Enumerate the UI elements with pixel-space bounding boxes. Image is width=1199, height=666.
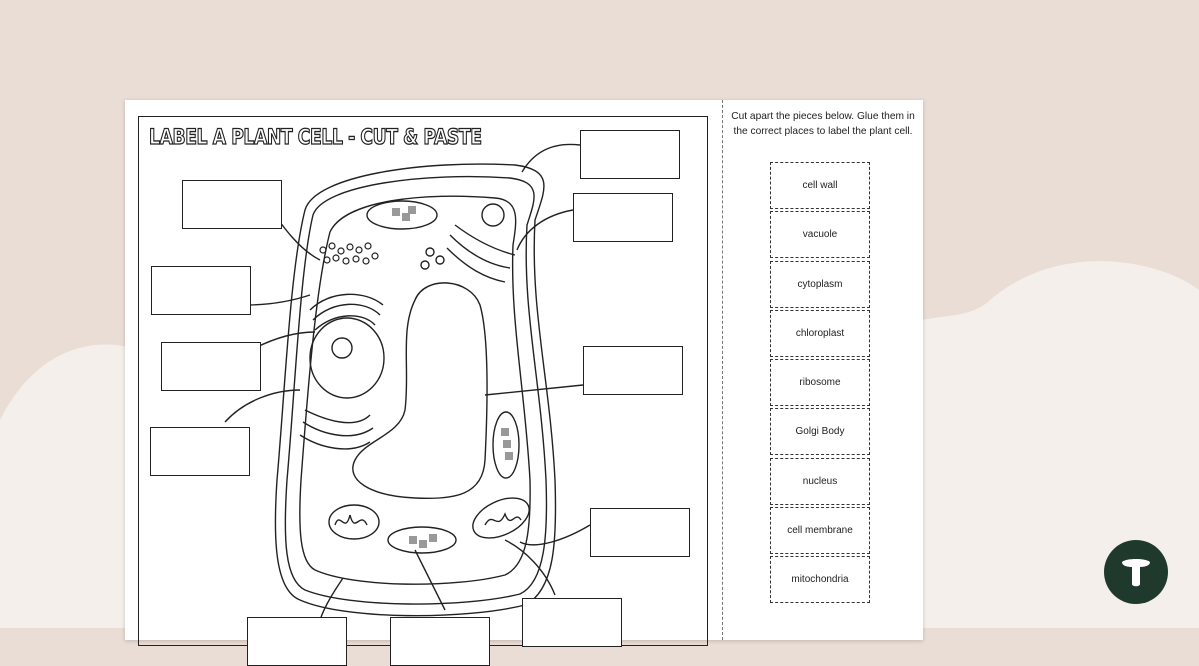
- cut-out-pieces: [770, 162, 870, 606]
- piece-vacuole: vacuole: [770, 211, 870, 258]
- nucleolus-outline: [332, 338, 352, 358]
- vacuole-outline: [353, 283, 487, 498]
- piece-golgi-body: Golgi Body: [770, 408, 870, 455]
- label-box-5: [161, 342, 261, 391]
- piece-cytoplasm: cytoplasm: [770, 261, 870, 308]
- piece-ribosome: ribosome: [770, 359, 870, 406]
- label-box-4: [151, 266, 251, 315]
- piece-chloroplast: chloroplast: [770, 310, 870, 357]
- label-box-10: [390, 617, 490, 666]
- teach-starter-logo-icon[interactable]: [1104, 540, 1168, 604]
- label-box-3: [182, 180, 282, 229]
- label-box-7: [150, 427, 250, 476]
- worksheet-title: LABEL A PLANT CELL - CUT & PASTE: [149, 125, 482, 149]
- label-box-9: [247, 617, 347, 666]
- piece-cell-membrane: cell membrane: [770, 507, 870, 554]
- piece-mitochondria: mitochondria: [770, 556, 870, 603]
- worksheet-page: [125, 100, 923, 640]
- label-box-2: [573, 193, 673, 242]
- nucleus-outline: [310, 318, 384, 398]
- label-box-11: [522, 598, 622, 647]
- cell-membrane-outline: [300, 196, 530, 584]
- instructions-text: Cut apart the pieces below. Glue them in the correct places to label the plant cell.: [731, 111, 915, 137]
- piece-nucleus: nucleus: [770, 458, 870, 505]
- label-box-1: [580, 130, 680, 179]
- cut-line: [722, 100, 723, 640]
- label-box-6: [583, 346, 683, 395]
- logo-glyph-icon: [1104, 540, 1168, 604]
- label-box-8: [590, 508, 690, 557]
- cell-wall-outline: [275, 164, 555, 616]
- piece-cell-wall: cell wall: [770, 162, 870, 209]
